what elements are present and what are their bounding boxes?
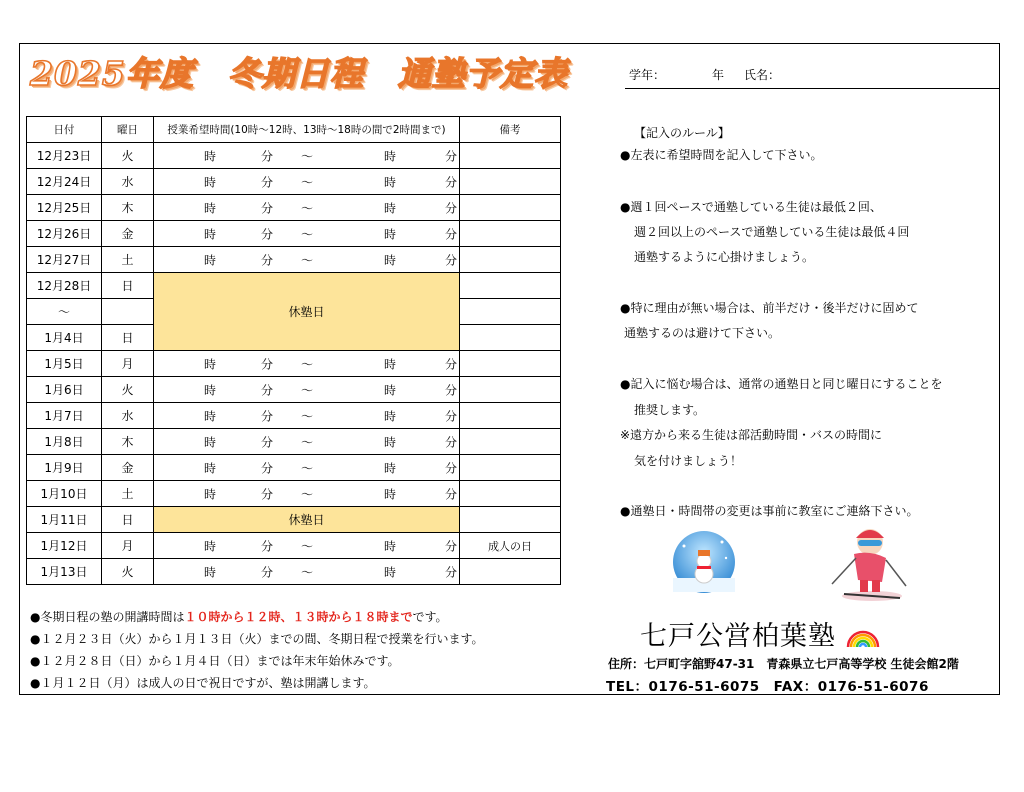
time-hour-label: 時 xyxy=(204,383,217,397)
time-minute-label: 分 xyxy=(445,565,458,579)
header-time: 授業希望時間(10時～12時、13時～18時の間で2時間まで) xyxy=(154,117,460,143)
time-hour-label: 時 xyxy=(384,227,397,241)
closed-day-cell: 休塾日 xyxy=(154,273,460,351)
time-hour-label: 時 xyxy=(204,435,217,449)
table-row xyxy=(27,351,561,377)
time-minute-label: 分 xyxy=(445,227,458,241)
rule-line: 通塾するのは避けて下さい。 xyxy=(624,326,781,340)
note-cell[interactable] xyxy=(460,507,561,533)
note-cell[interactable] xyxy=(460,351,561,377)
time-hour-label: 時 xyxy=(204,253,217,267)
table-row xyxy=(27,559,561,585)
table-row xyxy=(27,533,561,559)
page-title: 2025年度 冬期日程 通塾予定表 xyxy=(30,54,568,93)
time-minute-label: 分 xyxy=(261,175,274,189)
table-row xyxy=(27,221,561,247)
time-entry-cell[interactable] xyxy=(154,403,460,429)
table-row xyxy=(27,143,561,169)
time-entry-cell[interactable] xyxy=(154,533,460,559)
note-cell[interactable] xyxy=(460,195,561,221)
note-cell[interactable] xyxy=(460,299,561,325)
table-row xyxy=(27,455,561,481)
time-minute-label: 分 xyxy=(261,409,274,423)
time-minute-label: 分 xyxy=(445,175,458,189)
day-cell: 日 xyxy=(102,325,154,351)
note-cell[interactable] xyxy=(460,273,561,299)
time-tilde-label: ～ xyxy=(301,539,314,553)
time-tilde-label: ～ xyxy=(301,357,314,371)
day-cell: 火 xyxy=(102,377,154,403)
date-cell: 1月4日 xyxy=(27,325,102,351)
time-minute-label: 分 xyxy=(445,461,458,475)
time-entry-cell[interactable] xyxy=(154,169,460,195)
rule-line: ※遠方から来る生徒は部活動時間・バスの時間に xyxy=(620,428,883,442)
time-entry-cell[interactable] xyxy=(154,221,460,247)
time-tilde-label: ～ xyxy=(301,149,314,163)
time-minute-label: 分 xyxy=(445,253,458,267)
time-hour-label: 時 xyxy=(204,201,217,215)
time-entry-cell[interactable] xyxy=(154,559,460,585)
day-cell: 金 xyxy=(102,221,154,247)
table-row xyxy=(27,247,561,273)
note-text: ●冬期日程の塾の開講時間は xyxy=(30,610,185,624)
time-hour-label: 時 xyxy=(384,357,397,371)
day-cell: 火 xyxy=(102,559,154,585)
year-label: 年 xyxy=(712,68,725,82)
time-minute-label: 分 xyxy=(261,435,274,449)
time-minute-label: 分 xyxy=(445,201,458,215)
note-highlight: １０時から１２時、１３時から１８時まで xyxy=(184,610,413,624)
time-entry-cell[interactable] xyxy=(154,195,460,221)
time-minute-label: 分 xyxy=(445,409,458,423)
time-hour-label: 時 xyxy=(204,539,217,553)
time-hour-label: 時 xyxy=(384,253,397,267)
note-line: ●１２月２８日（日）から１月４日（日）までは年末年始休みです。 xyxy=(30,654,400,668)
note-text: です。 xyxy=(412,610,448,624)
time-minute-label: 分 xyxy=(445,357,458,371)
time-tilde-label: ～ xyxy=(301,487,314,501)
time-hour-label: 時 xyxy=(204,409,217,423)
time-hour-label: 時 xyxy=(204,461,217,475)
time-tilde-label: ～ xyxy=(301,565,314,579)
time-hour-label: 時 xyxy=(204,565,217,579)
note-cell[interactable] xyxy=(460,403,561,429)
note-cell[interactable] xyxy=(460,247,561,273)
time-hour-label: 時 xyxy=(384,435,397,449)
note-line: ●１２月２３日（火）から１月１３日（火）までの間、冬期日程で授業を行います。 xyxy=(30,632,484,646)
date-cell: ～ xyxy=(27,299,102,325)
school-address: 住所：七戸町字舘野47-31 青森県立七戸高等学校 生徒会館2階 xyxy=(608,657,959,671)
table-row xyxy=(27,377,561,403)
day-cell: 日 xyxy=(102,507,154,533)
time-hour-label: 時 xyxy=(204,149,217,163)
time-hour-label: 時 xyxy=(384,565,397,579)
name-label: 氏名： xyxy=(744,68,781,82)
date-cell: 12月24日 xyxy=(27,169,102,195)
rules-heading: 【記入のルール】 xyxy=(634,126,730,140)
header-note: 備考 xyxy=(460,117,561,143)
date-cell: 12月28日 xyxy=(27,273,102,299)
header-date: 日付 xyxy=(27,117,102,143)
rule-line: 推奨します。 xyxy=(634,403,706,417)
time-tilde-label: ～ xyxy=(301,227,314,241)
note-cell[interactable] xyxy=(460,377,561,403)
table-row xyxy=(27,429,561,455)
date-cell: 12月26日 xyxy=(27,221,102,247)
note-cell[interactable] xyxy=(460,559,561,585)
date-cell: 1月12日 xyxy=(27,533,102,559)
day-cell: 木 xyxy=(102,429,154,455)
rule-line: 気を付けましょう！ xyxy=(634,454,743,468)
date-cell: 1月6日 xyxy=(27,377,102,403)
date-cell: 1月7日 xyxy=(27,403,102,429)
time-tilde-label: ～ xyxy=(301,409,314,423)
note-cell[interactable] xyxy=(460,169,561,195)
date-cell: 1月8日 xyxy=(27,429,102,455)
time-hour-label: 時 xyxy=(384,539,397,553)
time-tilde-label: ～ xyxy=(301,175,314,189)
header-day: 曜日 xyxy=(102,117,154,143)
note-cell[interactable]: 成人の日 xyxy=(460,533,561,559)
time-minute-label: 分 xyxy=(445,539,458,553)
date-cell: 12月23日 xyxy=(27,143,102,169)
skier-icon xyxy=(826,524,912,604)
time-hour-label: 時 xyxy=(204,227,217,241)
rule-line: ●左表に希望時間を記入して下さい。 xyxy=(620,148,823,162)
notes xyxy=(30,606,484,694)
table-row xyxy=(27,195,561,221)
rule-line: 通塾するように心掛けましょう。 xyxy=(634,250,815,264)
time-entry-cell[interactable] xyxy=(154,351,460,377)
time-minute-label: 分 xyxy=(261,227,274,241)
day-cell: 水 xyxy=(102,169,154,195)
grade-label: 学年： xyxy=(629,68,666,82)
day-cell: 月 xyxy=(102,351,154,377)
note-cell[interactable] xyxy=(460,455,561,481)
rainbow-icon xyxy=(846,627,880,649)
date-cell: 12月25日 xyxy=(27,195,102,221)
note-line xyxy=(30,606,484,628)
schedule-table xyxy=(26,116,561,585)
time-entry-cell[interactable] xyxy=(154,377,460,403)
note-cell[interactable] xyxy=(460,481,561,507)
note-line: ●１月１２日（月）は成人の日で祝日ですが、塾は開講します。 xyxy=(30,676,376,690)
table-row xyxy=(27,481,561,507)
time-minute-label: 分 xyxy=(445,149,458,163)
day-cell: 火 xyxy=(102,143,154,169)
table-row xyxy=(27,273,561,299)
rule-line: 週２回以上のペースで通塾している生徒は最低４回 xyxy=(634,225,910,239)
date-cell: 1月5日 xyxy=(27,351,102,377)
note-cell[interactable] xyxy=(460,221,561,247)
closed-day-cell: 休塾日 xyxy=(154,507,460,533)
time-tilde-label: ～ xyxy=(301,435,314,449)
rule-line: ●通塾日・時間帯の変更は事前に教室にご連絡下さい。 xyxy=(620,504,919,518)
note-cell[interactable] xyxy=(460,325,561,351)
time-hour-label: 時 xyxy=(204,357,217,371)
note-cell[interactable] xyxy=(460,429,561,455)
table-row xyxy=(27,507,561,533)
day-cell: 金 xyxy=(102,455,154,481)
day-cell: 水 xyxy=(102,403,154,429)
time-hour-label: 時 xyxy=(384,487,397,501)
rule-line: ●記入に悩む場合は、通常の通塾日と同じ曜日にすることを xyxy=(620,377,943,391)
time-entry-cell[interactable] xyxy=(154,455,460,481)
note-cell[interactable] xyxy=(460,143,561,169)
school-name: 七戸公営柏葉塾 xyxy=(640,621,836,652)
time-minute-label: 分 xyxy=(261,253,274,267)
date-cell: 12月27日 xyxy=(27,247,102,273)
time-minute-label: 分 xyxy=(261,487,274,501)
time-entry-cell[interactable] xyxy=(154,481,460,507)
snowman-icon xyxy=(664,528,744,594)
time-hour-label: 時 xyxy=(384,383,397,397)
time-minute-label: 分 xyxy=(261,357,274,371)
time-minute-label: 分 xyxy=(261,565,274,579)
time-minute-label: 分 xyxy=(261,539,274,553)
day-cell: 土 xyxy=(102,247,154,273)
date-cell: 1月11日 xyxy=(27,507,102,533)
time-hour-label: 時 xyxy=(384,409,397,423)
time-minute-label: 分 xyxy=(261,149,274,163)
date-cell: 1月9日 xyxy=(27,455,102,481)
day-cell: 木 xyxy=(102,195,154,221)
time-hour-label: 時 xyxy=(384,149,397,163)
time-hour-label: 時 xyxy=(384,201,397,215)
time-minute-label: 分 xyxy=(261,383,274,397)
day-cell xyxy=(102,299,154,325)
time-tilde-label: ～ xyxy=(301,383,314,397)
table-header-row xyxy=(27,117,561,143)
school-logo xyxy=(640,614,880,653)
day-cell: 土 xyxy=(102,481,154,507)
time-hour-label: 時 xyxy=(384,461,397,475)
time-hour-label: 時 xyxy=(204,487,217,501)
time-tilde-label: ～ xyxy=(301,201,314,215)
time-entry-cell[interactable] xyxy=(154,247,460,273)
time-entry-cell[interactable] xyxy=(154,429,460,455)
time-tilde-label: ～ xyxy=(301,461,314,475)
time-minute-label: 分 xyxy=(261,201,274,215)
day-cell: 日 xyxy=(102,273,154,299)
time-minute-label: 分 xyxy=(445,383,458,397)
time-minute-label: 分 xyxy=(445,435,458,449)
student-name-field[interactable] xyxy=(625,66,999,89)
rule-line: ●週１回ペースで通塾している生徒は最低２回、 xyxy=(620,200,882,214)
table-row xyxy=(27,169,561,195)
rule-line: ●特に理由が無い場合は、前半だけ・後半だけに固めて xyxy=(620,301,919,315)
day-cell: 月 xyxy=(102,533,154,559)
time-tilde-label: ～ xyxy=(301,253,314,267)
table-row xyxy=(27,403,561,429)
time-minute-label: 分 xyxy=(261,461,274,475)
date-cell: 1月10日 xyxy=(27,481,102,507)
date-cell: 1月13日 xyxy=(27,559,102,585)
time-entry-cell[interactable] xyxy=(154,143,460,169)
time-minute-label: 分 xyxy=(445,487,458,501)
contact-numbers: TEL：0176-51-6075 FAX：0176-51-6076 xyxy=(606,679,929,695)
time-hour-label: 時 xyxy=(384,175,397,189)
time-hour-label: 時 xyxy=(204,175,217,189)
